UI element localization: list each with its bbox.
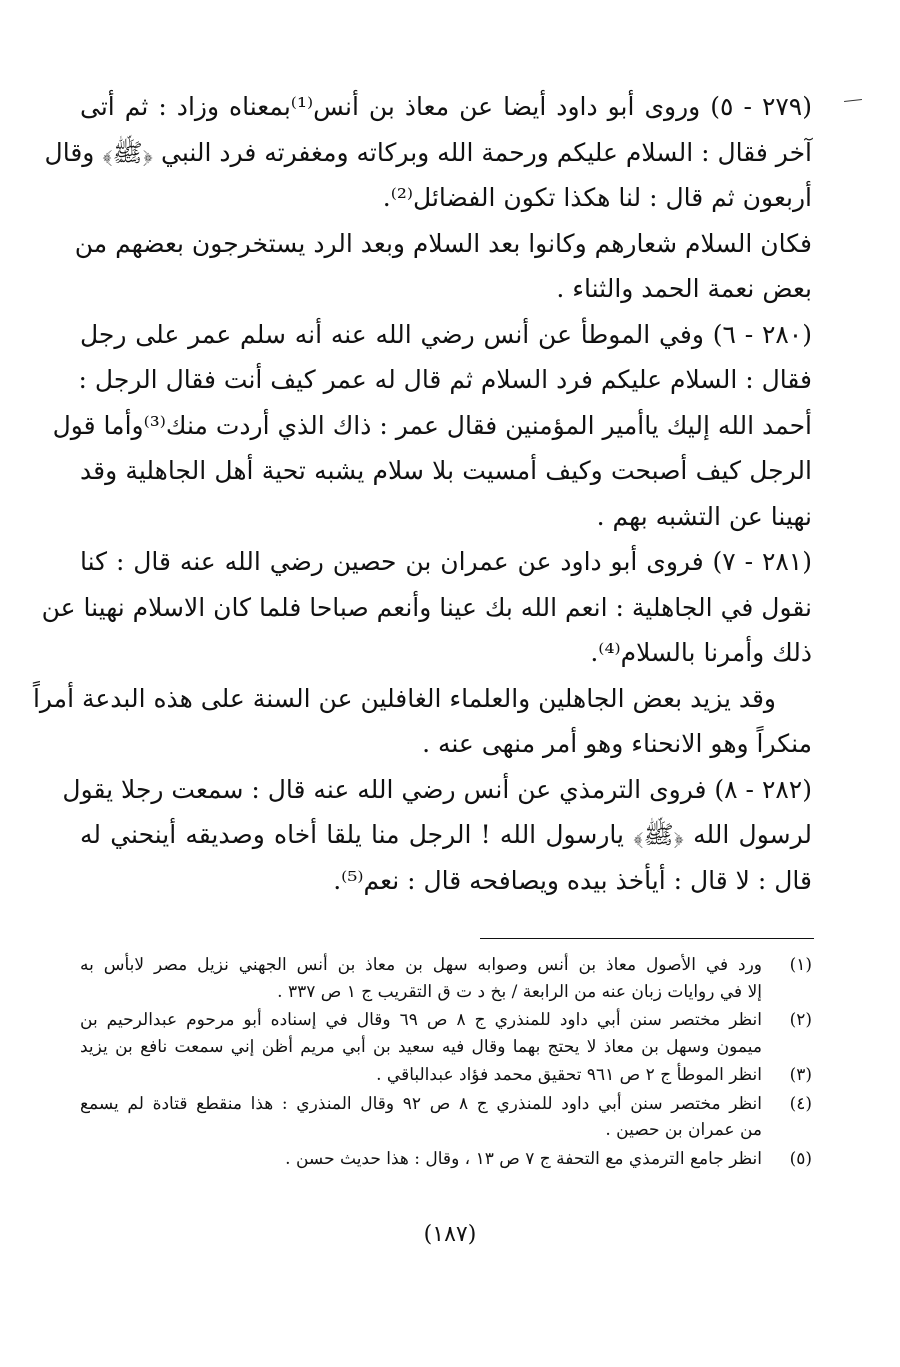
text-line: لرسول الله ﴿ﷺ﴾ يارسول الله ! الرجل منا يلقا أخاه وصديقه أينحني له: [80, 820, 812, 849]
text-line: بعض نعمة الحمد والثناء .: [556, 274, 812, 303]
footnote-line: من عمران بن حصين .: [605, 1120, 762, 1140]
text-line: منكراً وهو الانحناء وهو أمر منهى عنه .: [422, 729, 812, 758]
text-line: نهينا عن التشبه بهم .: [596, 501, 812, 531]
footnote-number: (١): [789, 955, 812, 975]
footnote-line: انظر مختصر سنن أبي داود للمنذري ج ٨ ص ٦٩ وقال في إسناده أبو مرحوم عبدالرحيم بن: [80, 1010, 762, 1030]
footnote-number: (٢): [789, 1010, 812, 1030]
footnote-number: (٤): [789, 1093, 812, 1114]
text-line: فقال : السلام عليكم فرد السلام ثم قال له عمر كيف أنت فقال الرجل :: [78, 365, 812, 394]
footnote-number: (٣): [789, 1065, 812, 1085]
footnote: [80, 1091, 812, 1144]
footnote-body: [80, 952, 762, 1005]
text-line: (٢٨٠ - ٦) وفي الموطأ عن أنس رضي الله عنه أنه سلم عمر على رجل: [80, 319, 812, 349]
footnote: [80, 1007, 812, 1060]
text-line: أربعون ثم قال : لنا هكذا تكون الفضائل⁽²⁾.: [382, 183, 812, 212]
footnote-body: [80, 1146, 762, 1173]
text-line: (٢٨٢ - ٨) فروى الترمذي عن أنس رضي الله عنه قال : سمعت رجلا يقول: [62, 774, 812, 804]
footnote-body: [80, 1007, 762, 1060]
text-line: وقد يزيد بعض الجاهلين والعلماء الغافلين عن السنة على هذه البدعة أمراً: [32, 683, 776, 713]
footnote: [80, 1146, 812, 1173]
text-line: ذلك وأمرنا بالسلام⁽⁴⁾.: [590, 638, 812, 667]
margin-mark: [844, 99, 862, 102]
footnote-line: ورد في الأصول معاذ بن أنس وصوابه سهل بن معاذ بن أنس الجهني نزيل مصر لابأس به: [80, 955, 762, 975]
footnote: [80, 952, 812, 1005]
footnote-line: إلا في روايات زبان عنه من الرابعة / بخ د ت ق التقريب ج ١ ص ٣٣٧ .: [277, 981, 762, 1002]
footnote-number: (٥): [789, 1148, 812, 1169]
footnote-line: ميمون وسهل بن معاذ لا يحتج بهما وقال فيه سعيد بن أبي مريم أظن إني سمعت نافع بن يزيد: [80, 1036, 762, 1057]
text-line: قال : لا قال : أيأخذ بيده ويصافحه قال : نعم⁽⁵⁾.: [333, 865, 812, 895]
footnote-divider: [480, 938, 814, 939]
footnote: [80, 1062, 812, 1089]
footnote-line: انظر الموطأ ج ٢ ص ٩٦١ تحقيق محمد فؤاد عبدالباقي .: [376, 1065, 762, 1085]
footnote-line: انظر مختصر سنن أبي داود للمنذري ج ٨ ص ٩٢ وقال المنذري : هذا منقطع قتادة لم يسمع: [80, 1093, 762, 1114]
text-line: (٢٨١ - ٧) فروى أبو داود عن عمران بن حصين رضي الله عنه قال : كنا: [80, 547, 812, 576]
text-line: فكان السلام شعارهم وكانوا بعد السلام وبعد الرد يستخرجون بعضهم من: [74, 228, 812, 258]
text-line: الرجل كيف أصبحت وكيف أمسيت بلا سلام يشبه تحية أهل الجاهلية وقد: [80, 456, 812, 485]
page-number: (١٨٧): [423, 1222, 477, 1247]
main-text: [32, 84, 812, 903]
text-line: أحمد الله إليك ياأمير المؤمنين فقال عمر : ذاك الذي أردت منك⁽³⁾وأما قول: [52, 410, 812, 440]
footnote-body: [80, 1091, 762, 1144]
text-line: (٢٧٩ - ٥) وروى أبو داود أيضا عن معاذ بن أنس⁽¹⁾بمعناه وزاد : ثم أتى: [80, 92, 812, 121]
footnotes: [80, 952, 812, 1174]
footnote-line: انظر جامع الترمذي مع التحفة ج ٧ ص ١٣ ، وقال : هذا حديث حسن .: [285, 1148, 762, 1169]
text-line: آخر فقال : السلام عليكم ورحمة الله وبركاته ومغفرته فرد النبي ﴿ﷺ﴾ وقال: [44, 137, 812, 167]
footnote-body: [80, 1062, 762, 1089]
text-line: نقول في الجاهلية : انعم الله بك عينا وأنعم صباحا فلما كان الاسلام نهينا عن: [41, 592, 812, 622]
